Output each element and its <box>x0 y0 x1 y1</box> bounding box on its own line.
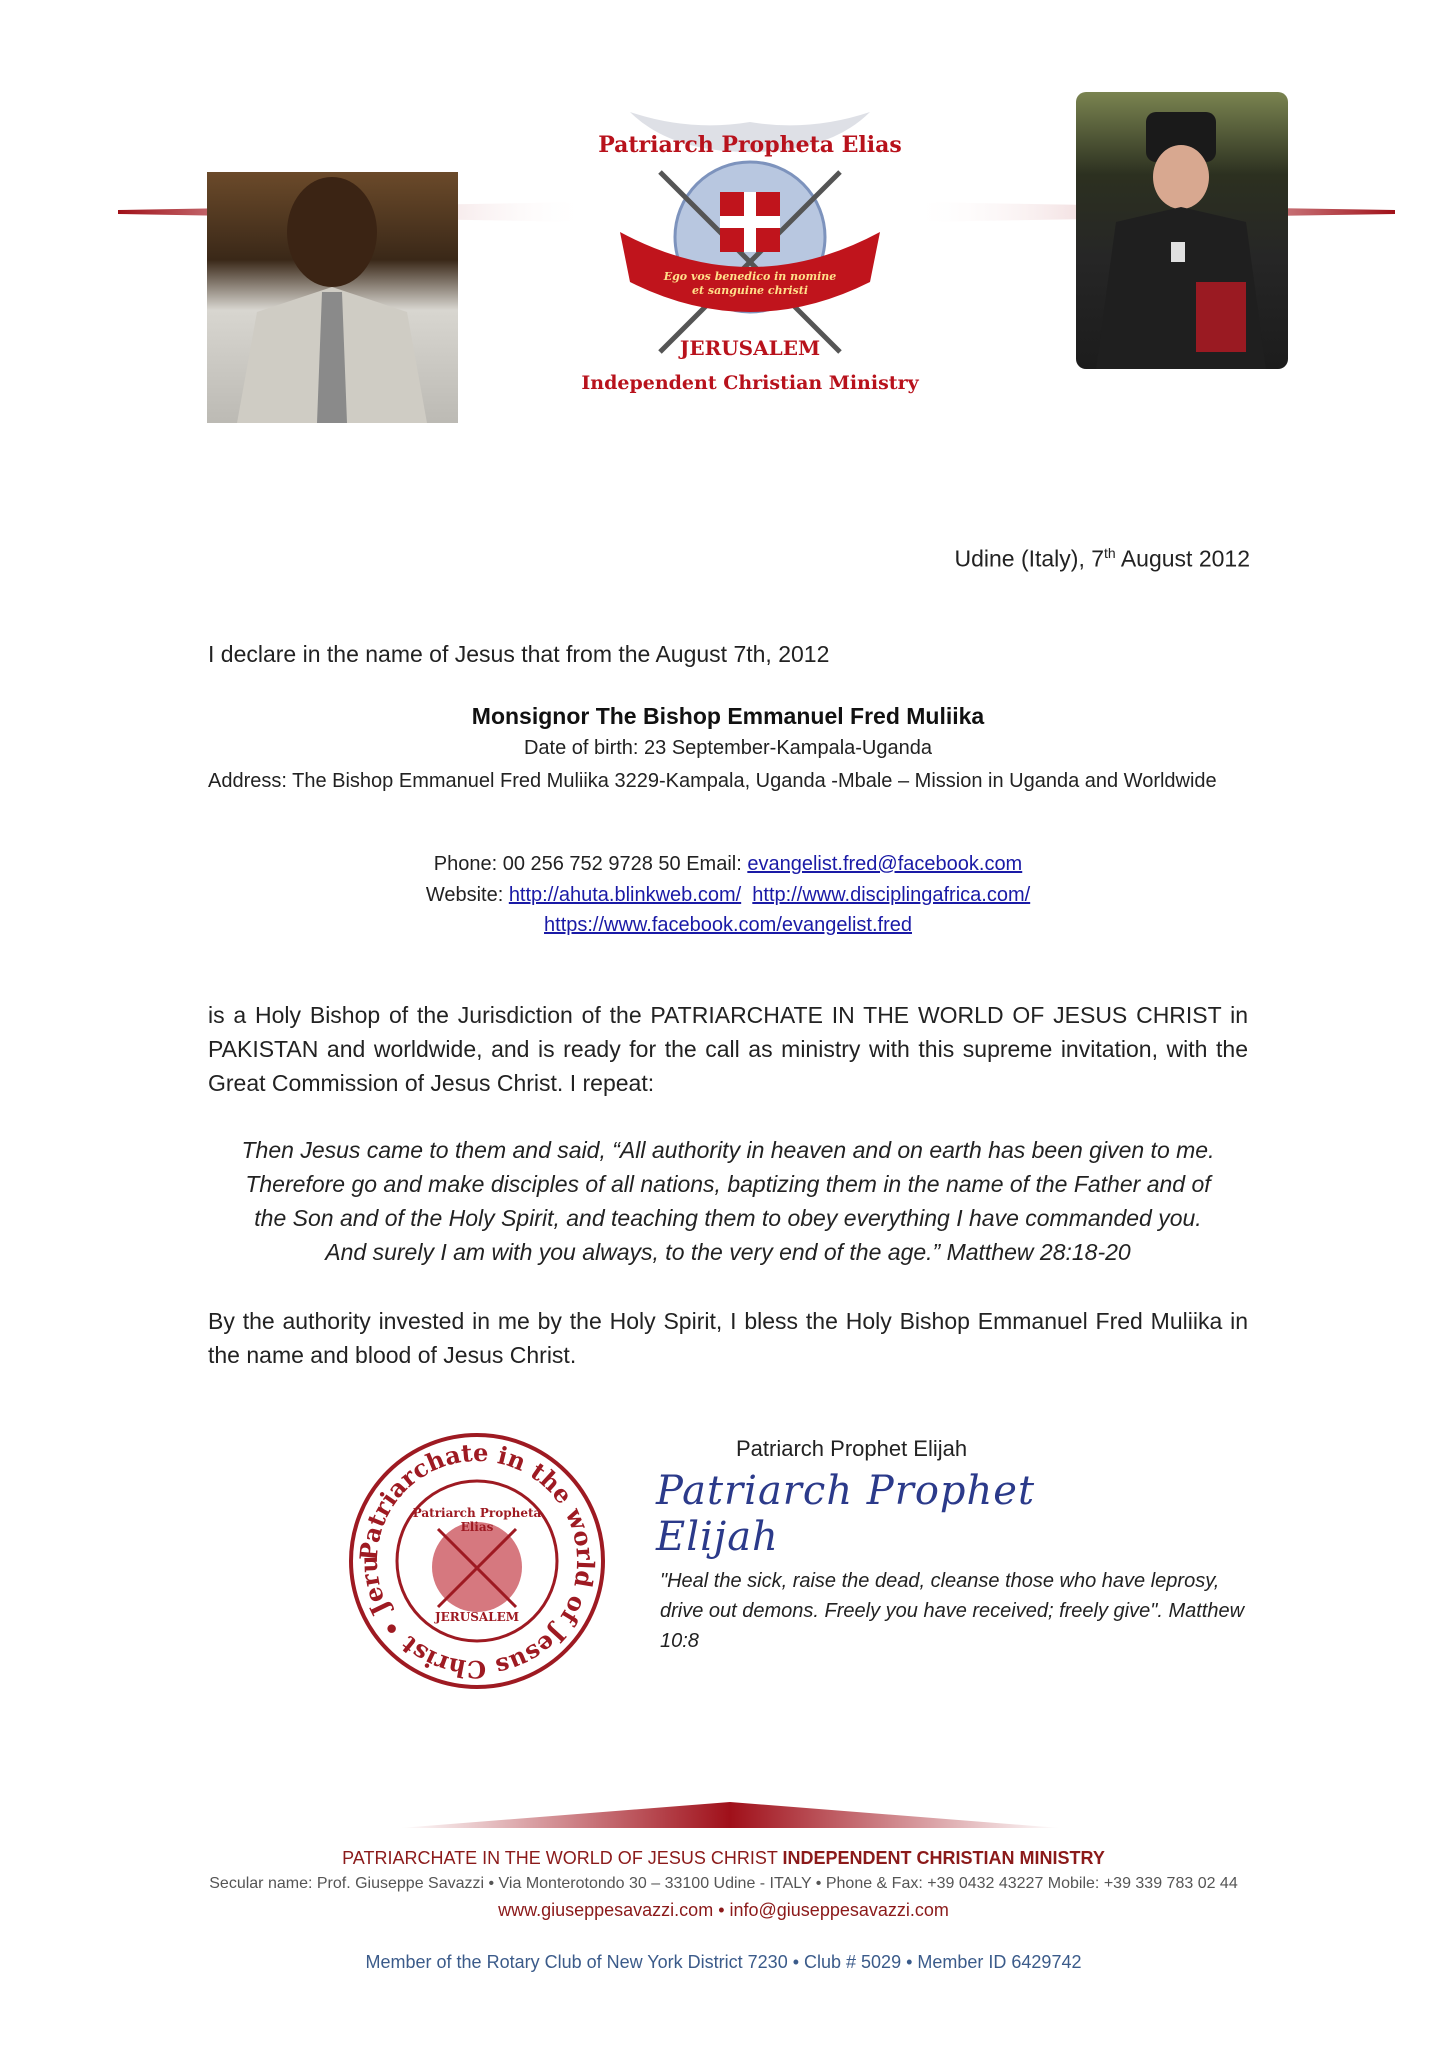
declaration-line: I declare in the name of Jesus that from the August 7th, 2012 <box>208 641 830 667</box>
official-seal <box>348 1432 606 1690</box>
place-date-sup: th <box>1104 545 1116 561</box>
footer-line-2: Secular name: Prof. Giuseppe Savazzi • Via Monterotondo 30 – 33100 Udine - ITALY • Phone & Fax: +39 0432 43227 Mobile: +39 339 783 02 44 <box>209 1875 1238 1892</box>
address: Address: The Bishop Emmanuel Fred Muliika 3229-Kampala, Uganda -Mbale – Mission in Uganda and Worldwide <box>208 770 1217 792</box>
paragraph-blessing: By the authority invested in me by the Holy Spirit, I bless the Holy Bishop Emmanuel Fred Muliika in the name and blood of Jesus Christ. <box>208 1308 1248 1368</box>
footer-line-1 <box>60 1848 1387 1869</box>
email-link[interactable]: evangelist.fred@facebook.com <box>747 853 1023 875</box>
footer-line-3: www.giuseppesavazzi.com • info@giuseppesavazzi.com <box>498 1900 949 1920</box>
footer-org-name: PATRIARCHATE IN THE WORLD OF JESUS CHRIST <box>342 1848 783 1868</box>
phone-email-line <box>208 853 1248 876</box>
quote-line-4: And surely I am with you always, to the very end of the age.” Matthew 28:18-20 <box>325 1239 1131 1265</box>
footer-decorative-band <box>0 1790 1447 1840</box>
footer-ministry-name: INDEPENDENT CHRISTIAN MINISTRY <box>782 1848 1105 1868</box>
quote-line-1: Then Jesus came to them and said, “All authority in heaven and on earth has been given to me. <box>241 1137 1215 1163</box>
seal-inner-city: JERUSALEM <box>434 1610 520 1624</box>
place-date-tail: August 2012 <box>1115 545 1250 572</box>
signer-name: Patriarch Prophet Elijah <box>736 1436 968 1461</box>
phone-label: Phone: 00 256 752 9728 50 Email: <box>433 853 748 875</box>
quote-line-2: Therefore go and make disciples of all nations, baptizing them in the name of the Father and of <box>245 1171 1211 1197</box>
website-line <box>208 884 1248 907</box>
footer-line-4: Member of the Rotary Club of New York District 7230 • Club # 5029 • Member ID 6429742 <box>365 1952 1082 1972</box>
closing-quote: "Heal the sick, raise the dead, cleanse those who have leprosy, drive out demons. Freely you have received; freely give". Matthew 10:8 <box>660 1570 1245 1652</box>
patriarch-photo <box>1076 92 1288 369</box>
paragraph-jurisdiction: is a Holy Bishop of the Jurisdiction of the PATRIARCHATE IN THE WORLD OF JESUS CHRIST in PAKISTAN and worldwide, and is ready for the call as ministry with this supreme invitation, with the Great Commission of Jesus Christ. I repeat: <box>208 1002 1248 1096</box>
place-date <box>900 536 1250 576</box>
website-link-2[interactable]: http://www.disciplingafrica.com/ <box>752 884 1031 906</box>
logo-city: JERUSALEM <box>679 336 821 360</box>
great-commission-quote <box>200 1133 1256 1269</box>
ministry-logo <box>581 92 919 412</box>
facebook-line <box>208 914 1248 937</box>
website-link-3[interactable]: https://www.facebook.com/evangelist.fred <box>544 914 912 936</box>
website-link-1[interactable]: http://ahuta.blinkweb.com/ <box>508 884 742 906</box>
logo-bottom-text: Independent Christian Ministry <box>581 372 919 394</box>
quote-line-3: the Son and of the Holy Spirit, and teaching them to obey everything I have commanded you. <box>254 1205 1202 1231</box>
seal-ring-text: Patriarchate in the world of Jesus Christ • Jeru <box>353 1437 601 1685</box>
logo-top-text: Patriarch Propheta Elias <box>598 132 902 158</box>
bishop-photo <box>207 172 458 423</box>
logo-banner-text-2: et sanguine christi <box>691 284 809 297</box>
place-date-main: Udine (Italy), 7 <box>954 545 1105 572</box>
date-of-birth: Date of birth: 23 September-Kampala-Uganda <box>523 737 932 759</box>
seal-inner-top: Patriarch Propheta Elias <box>412 1506 542 1534</box>
bishop-name: Monsignor The Bishop Emmanuel Fred Muliika <box>471 703 985 729</box>
logo-banner-text-1: Ego vos benedico in nomine <box>663 270 837 283</box>
handwritten-signature: Patriarch Prophet Elijah <box>656 1468 1036 1560</box>
website-label: Website: <box>425 884 509 906</box>
